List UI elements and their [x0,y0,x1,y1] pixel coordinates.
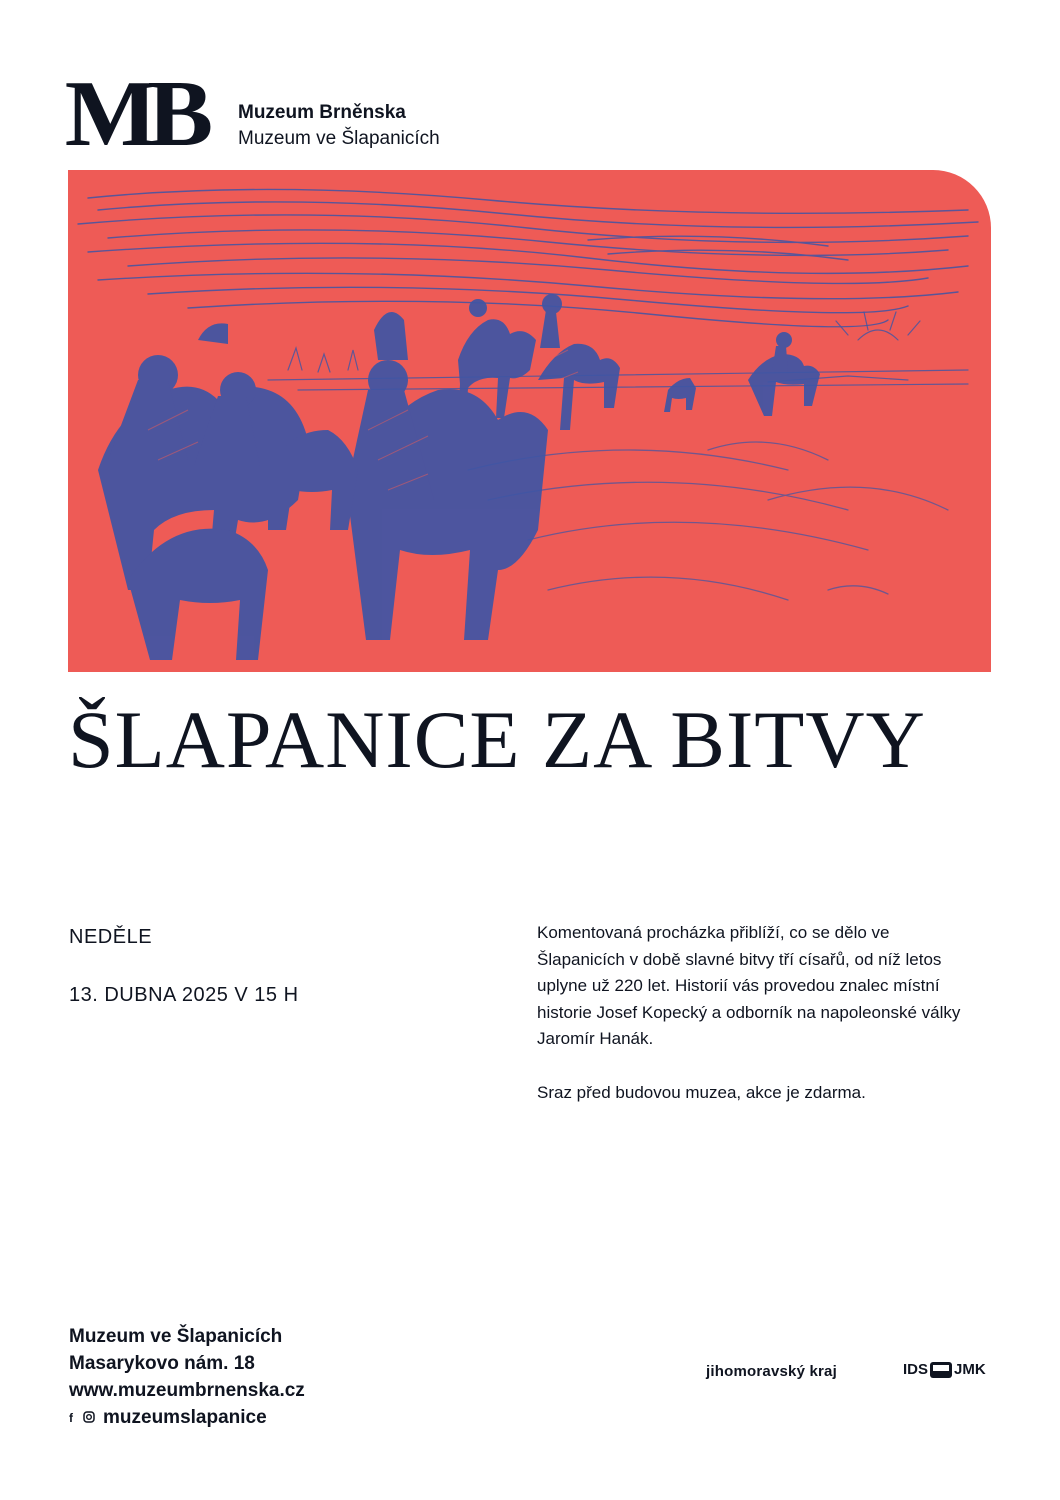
instagram-icon[interactable] [83,1411,95,1425]
logo-text [238,100,440,152]
footer-museum-name: Muzeum ve Šlapanicích [69,1326,283,1347]
footer-website-link[interactable]: www.muzeumbrnenska.cz [69,1380,305,1401]
logo-org-name: Muzeum Brněnska [238,102,406,123]
facebook-icon[interactable]: f [69,1410,73,1425]
ids-jmk-logo [903,1361,986,1378]
social-handle[interactable]: muzeumslapanice [103,1407,267,1428]
battle-engraving [68,170,991,672]
museum-logo [64,62,440,166]
jihomoravsky-kraj-logo: jihomoravský kraj [706,1363,837,1380]
bus-icon [930,1362,952,1378]
ids-text: IDS [903,1361,929,1378]
hero-illustration [68,170,991,672]
contact-block [69,1323,305,1431]
meeting-info: Sraz před budovou muzea, akce je zdarma. [537,1083,866,1102]
event-day: NEDĚLE [69,926,153,948]
event-title: ŠLAPANICE ZA BITVY [68,694,926,785]
logo-museum-name: Muzeum ve Šlapanicích [238,128,440,149]
jmk-text: JMK [954,1361,986,1378]
footer-address: Masarykovo nám. 18 [69,1353,255,1374]
footer-social [69,1404,305,1431]
event-date: 13. DUBNA 2025 V 15 H [69,984,299,1006]
mb-logo-mark: MB [64,62,203,166]
event-description: Komentovaná procházka přiblíží, co se dělo ve Šlapanicích v době slavné bitvy tří císařů, od níž letos uplyne už 220 let. Historií vás provedou znalec místní historie Josef Kopecký a odborník na napoleonské války Jaromír Hanák. [537,923,961,1048]
